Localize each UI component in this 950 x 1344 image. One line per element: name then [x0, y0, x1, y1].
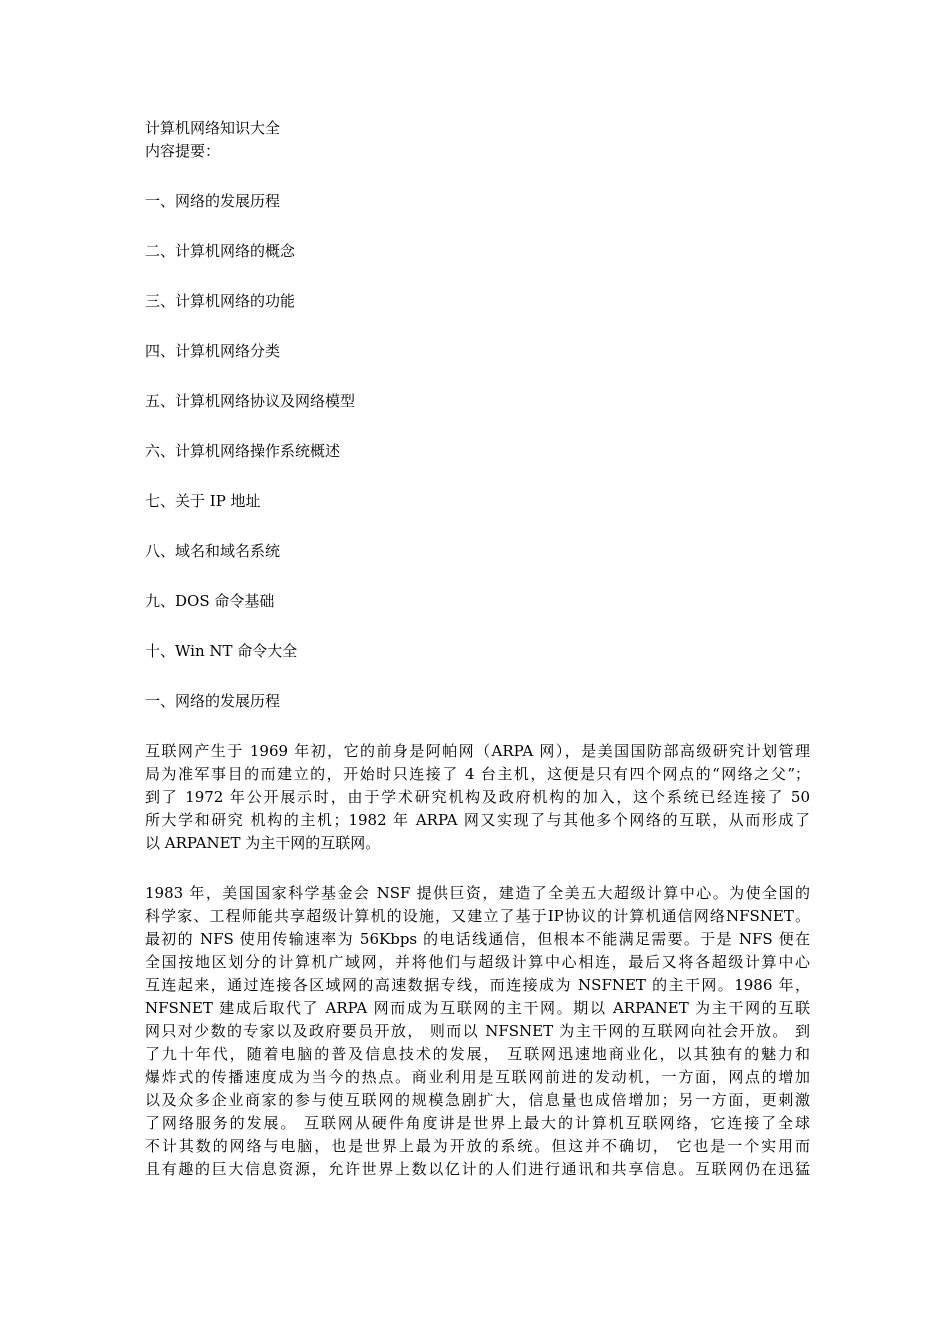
- paragraph-line: 以 ARPANET 为主干网的互联网。: [145, 834, 381, 852]
- paragraph-line: 局为准军事目的而建立的，开始时只连接了 4 台主机，这便是只有四个网点的“网络之父”；: [145, 765, 810, 783]
- table-of-contents: [145, 190, 810, 663]
- document-page: [145, 117, 810, 1181]
- toc-item: 二、计算机网络的概念: [145, 242, 296, 260]
- paragraph-history-1: [145, 740, 810, 855]
- toc-item: 四、计算机网络分类: [145, 342, 281, 360]
- paragraph-line: 不计其数的网络与电脑，也是世界上最为开放的系统。但这并不确切， 它也是一个实用而: [145, 1137, 810, 1155]
- toc-item: 一、网络的发展历程: [145, 192, 281, 210]
- paragraph-line: 且有趣的巨大信息资源，允许世界上数以亿计的人们进行通讯和共享信息。互联网仍在迅猛: [145, 1160, 810, 1178]
- paragraph-line: 爆炸式的传播速度成为当今的热点。商业利用是互联网前进的发动机，一方面，网点的增加: [145, 1068, 810, 1086]
- toc-item: 八、域名和域名系统: [145, 542, 281, 560]
- toc-item: 六、计算机网络操作系统概述: [145, 442, 341, 460]
- toc-item: 九、DOS 命令基础: [145, 592, 275, 610]
- paragraph-line: 全国按地区划分的计算机广域网，并将他们与超级计算中心相连，最后又将各超级计算中心: [145, 953, 810, 971]
- paragraph-line: 互联网产生于 1969 年初，它的前身是阿帕网（ARPA 网），是美国国防部高级研究计划管理: [145, 742, 810, 760]
- paragraph-history-2: [145, 882, 810, 1181]
- paragraph-line: NFSNET 建成后取代了 ARPA 网而成为互联网的主干网。期以 ARPANET 为主干网的互联: [145, 999, 810, 1017]
- paragraph-line: 互连起来，通过连接各区域网的高速数据专线，而连接成为 NSFNET 的主干网。1986 年，: [145, 976, 810, 994]
- paragraph-line: 最初的 NFS 使用传输速率为 56Kbps 的电话线通信，但根本不能满足需要。于是 NFS 便在: [145, 930, 810, 948]
- document-title: 计算机网络知识大全: [145, 119, 281, 137]
- toc-item: 三、计算机网络的功能: [145, 292, 296, 310]
- section-heading: 一、网络的发展历程: [145, 692, 281, 710]
- toc-item: 十、Win NT 命令大全: [145, 642, 298, 660]
- summary-label: 内容提要：: [145, 142, 221, 160]
- paragraph-line: 所大学和研究 机构的主机；1982 年 ARPA 网又实现了与其他多个网络的互联，从而形成了: [145, 811, 810, 829]
- paragraph-line: 科学家、工程师能共享超级计算机的设施，又建立了基于IP协议的计算机通信网络NFSNET。: [145, 907, 810, 925]
- toc-item: 五、计算机网络协议及网络模型: [145, 392, 356, 410]
- paragraph-line: 了九十年代，随着电脑的普及信息技术的发展， 互联网迅速地商业化，以其独有的魅力和: [145, 1045, 810, 1063]
- paragraph-line: 1983 年，美国国家科学基金会 NSF 提供巨资，建造了全美五大超级计算中心。为使全国的: [145, 884, 810, 902]
- paragraph-line: 了网络服务的发展。 互联网从硬件角度讲是世界上最大的计算机互联网络，它连接了全球: [145, 1114, 810, 1132]
- paragraph-line: 到了 1972 年公开展示时，由于学术研究机构及政府机构的加入，这个系统已经连接了 50: [145, 788, 810, 806]
- paragraph-line: 网只对少数的专家以及政府要员开放， 则而以 NFSNET 为主干网的互联网向社会开放。 到: [145, 1022, 810, 1040]
- paragraph-line: 以及众多企业商家的参与使互联网的规模急剧扩大，信息量也成倍增加；另一方面，更刺激: [145, 1091, 810, 1109]
- toc-item: 七、关于 IP 地址: [145, 492, 261, 510]
